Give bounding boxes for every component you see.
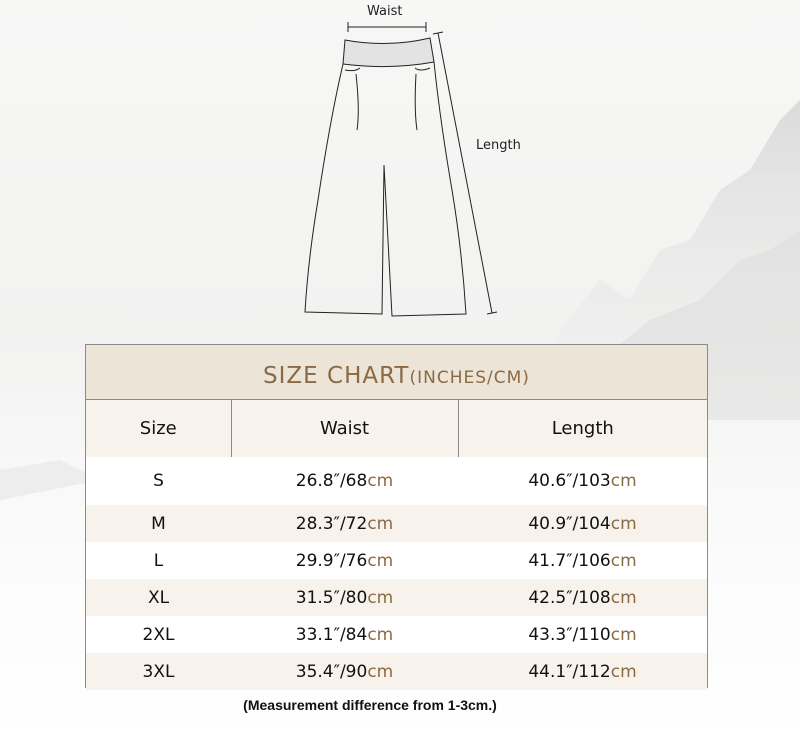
length-value: 43.3″/110 [528, 624, 611, 645]
size-cell: 3XL [86, 653, 231, 690]
length-measure-line [433, 32, 497, 314]
length-cell [458, 653, 707, 690]
waist-value: 35.4″/90 [295, 661, 368, 682]
column-header-waist: Waist [231, 400, 458, 457]
size-table [86, 400, 707, 690]
pants-diagram [0, 0, 800, 340]
length-cell [458, 542, 707, 579]
length-cell [458, 616, 707, 653]
waist-cell [231, 457, 458, 505]
measurement-note: (Measurement difference from 1-3cm.) [243, 697, 497, 713]
length-unit: cm [610, 661, 637, 682]
waist-cell [231, 542, 458, 579]
waist-unit: cm [367, 587, 394, 608]
length-value: 40.6″/103 [528, 471, 611, 491]
length-value: 41.7″/106 [528, 550, 611, 571]
waist-unit: cm [367, 550, 394, 571]
waist-cell [231, 579, 458, 616]
size-cell: XL [86, 579, 231, 616]
size-cell: M [86, 505, 231, 542]
waist-measure-line [348, 22, 426, 32]
column-header-size: Size [86, 400, 231, 457]
table-row [86, 457, 707, 505]
length-value: 40.9″/104 [528, 513, 611, 534]
length-value: 42.5″/108 [528, 587, 611, 608]
waist-value: 33.1″/84 [295, 624, 368, 645]
pants-outline [305, 38, 466, 316]
table-header-row [86, 400, 707, 457]
waist-unit: cm [367, 471, 394, 491]
waist-value: 29.9″/76 [295, 550, 368, 571]
table-row [86, 616, 707, 653]
size-cell: S [153, 471, 164, 491]
length-cell [458, 505, 707, 542]
waist-value: 31.5″/80 [295, 587, 368, 608]
size-chart-title-units: (INCHES/CM) [409, 368, 530, 388]
length-diagram-label: Length [476, 138, 521, 153]
size-cell: 2XL [142, 624, 175, 645]
column-header-length: Length [458, 400, 707, 457]
length-unit: cm [610, 513, 637, 534]
length-value: 44.1″/112 [528, 661, 611, 682]
waist-unit: cm [367, 513, 394, 534]
table-row [86, 505, 707, 542]
length-unit: cm [610, 624, 637, 645]
table-row [86, 579, 707, 616]
length-cell [458, 457, 707, 505]
waist-value: 26.8″/68 [295, 471, 368, 491]
length-unit: cm [610, 587, 637, 608]
table-row [86, 653, 707, 690]
size-cell: L [153, 550, 164, 571]
length-unit: cm [610, 471, 637, 491]
waist-cell [231, 616, 458, 653]
size-chart [85, 344, 708, 688]
waist-diagram-label: Waist [367, 4, 403, 19]
waist-unit: cm [367, 661, 394, 682]
waist-value: 28.3″/72 [295, 513, 368, 534]
table-row [86, 542, 707, 579]
waist-cell [231, 653, 458, 690]
size-chart-title-text: SIZE CHART [263, 363, 410, 389]
waist-cell [231, 505, 458, 542]
length-cell [458, 579, 707, 616]
waist-unit: cm [367, 624, 394, 645]
length-unit: cm [610, 550, 637, 571]
size-chart-title [86, 345, 707, 400]
